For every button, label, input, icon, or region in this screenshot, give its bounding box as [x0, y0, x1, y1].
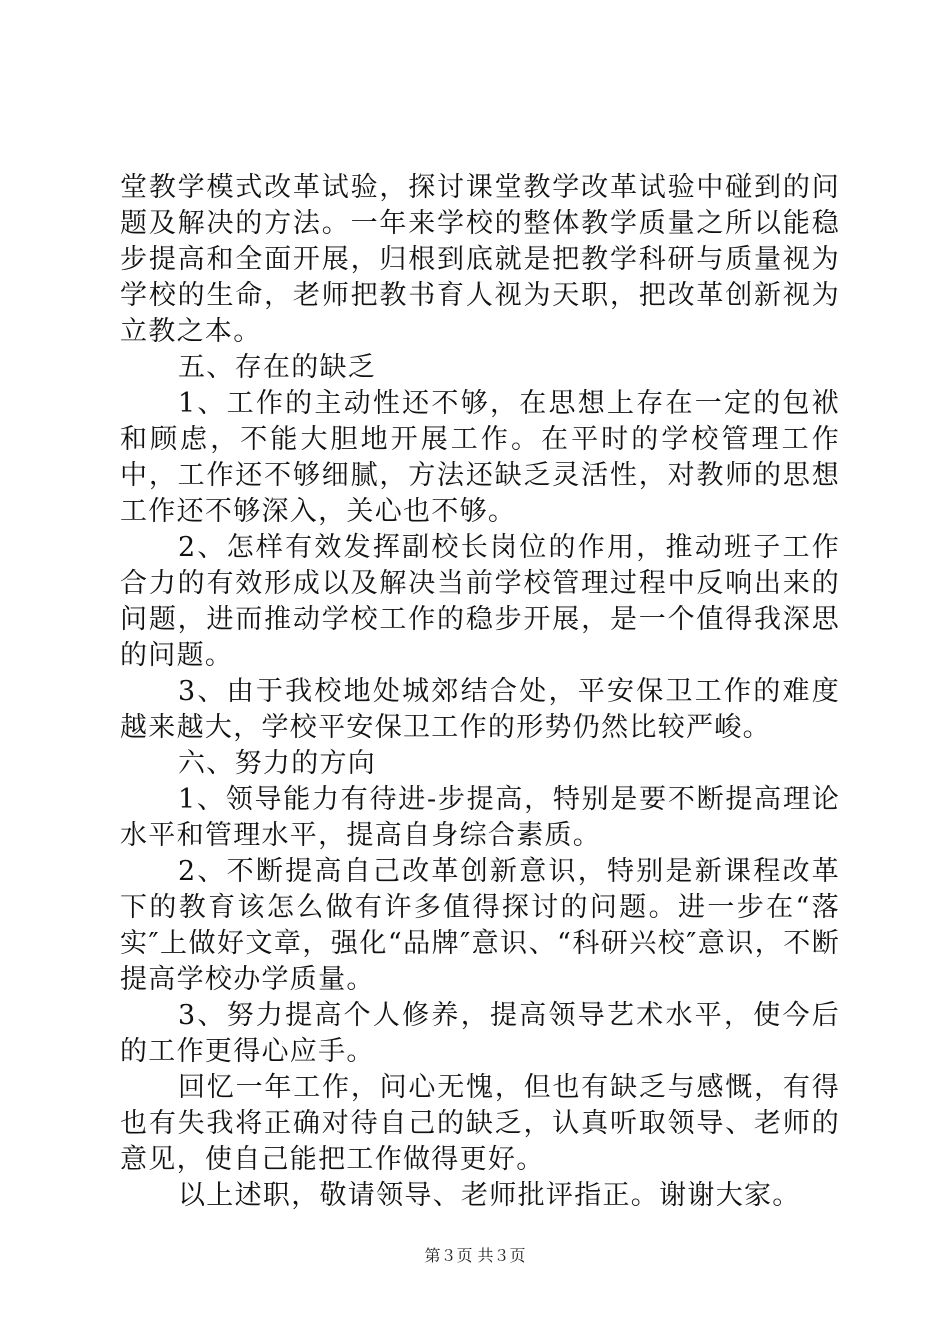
- paragraph: 2、怎样有效发挥副校长岗位的作用，推动班子工作合力的有效形成以及解决当前学校管理过程中反响出来的问题，进而推动学校工作的稳步开展，是一个值得我深思的问题。: [120, 532, 840, 671]
- paragraph: 3、努力提高个人修养，提高领导艺术水平，使今后的工作更得心应手。: [120, 1000, 840, 1067]
- paragraph: 堂教学模式改革试验，探讨课堂教学改革试验中碰到的问题及解决的方法。一年来学校的整体教学质量之所以能稳步提高和全面开展，归根到底就是把教学科研与质量视为学校的生命，老师把教书育人视为天职，把改革创新视为立教之本。: [120, 172, 840, 347]
- paragraph: 回忆一年工作，问心无愧，但也有缺乏与感慨，有得也有失我将正确对待自己的缺乏，认真听取领导、老师的意见，使自己能把工作做得更好。: [120, 1072, 840, 1175]
- paragraph: 2、不断提高自己改革创新意识，特别是新课程改革下的教育该怎么做有许多值得探讨的问题。进一步在“落实″上做好文章，强化“品牌″意识、“科研兴校″意识，不断提高学校办学质量。: [120, 856, 840, 995]
- document-body: [120, 170, 840, 1214]
- section-heading-direction: 六、努力的方向: [178, 748, 377, 779]
- section-heading-shortcomings: 五、存在的缺乏: [178, 352, 377, 383]
- page-footer: 第３页 共３页: [424, 1246, 526, 1265]
- closing-paragraph: 以上述职，敬请领导、老师批评指正。谢谢大家。: [178, 1180, 801, 1211]
- paragraph: 1、工作的主动性还不够，在思想上存在一定的包袱和顾虑，不能大胆地开展工作。在平时的学校管理工作中，工作还不够细腻，方法还缺乏灵活性，对教师的思想工作还不够深入，关心也不够。: [120, 388, 840, 527]
- paragraph: 3、由于我校地处城郊结合处，平安保卫工作的难度越来越大，学校平安保卫工作的形势仍然比较严峻。: [120, 676, 840, 743]
- paragraph: 1、领导能力有待进-步提高，特别是要不断提高理论水平和管理水平，提高自身综合素质。: [120, 784, 840, 851]
